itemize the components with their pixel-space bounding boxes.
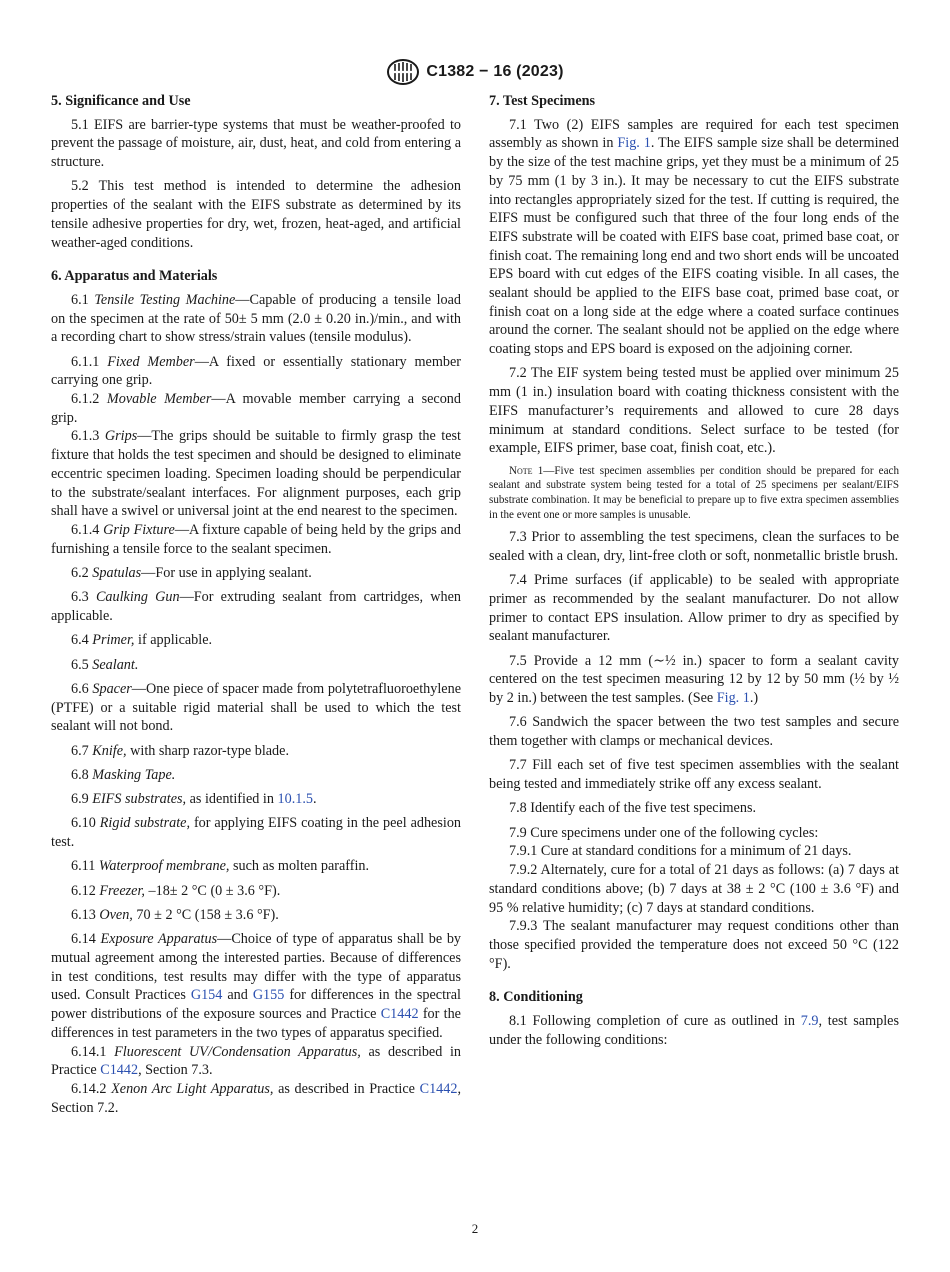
section-5-heading: 5. Significance and Use: [51, 93, 191, 109]
para-6-8: 6.8 Masking Tape.: [71, 766, 176, 783]
para-7-9: 7.9 Cure specimens under one of the following cycles:: [509, 824, 819, 841]
section-6-heading: 6. Apparatus and Materials: [51, 268, 218, 285]
section-7-heading: 7. Test Specimens: [489, 93, 596, 109]
para-6-2: 6.2 Spatulas—For use in applying sealant.: [71, 564, 312, 581]
para-6-14-1: 6.14.1 Fluorescent UV/Condensation Apparatus, as described in Practice C1442, Section 7.3.: [51, 1043, 462, 1079]
para-8-1: 8.1 Following completion of cure as outlined in 7.9, test samples under the following conditions:: [489, 1013, 899, 1048]
para-7-1: 7.1 Two (2) EIFS samples are required for each test specimen assembly as shown in Fig. 1. The EIFS sample size shall be determined by the size of the test machine grips, yet they must be a minimum of 25 by 75 mm (1 by 3 in.). It may be necessary to cut the EIFS substrate into rectangles appropriately sized for the test. If cutting is required, the EIFS must be configured such that three of the four long ends of the EIFS substrate will be coated with EIFS base coat, primed base coat, or finish coat. The remaining long end and two short ends will be uncoated EPS board with cut edges of the EIFS coating visible. In all cases, the sealant should be applied to the EIFS base coat, primed base coat, or finish coat on a long side at the edge where a coated surface continues around the corner. The sealant should not be applied on the edge where coating stops and EPS board is exposed on the adjoining corner.: [489, 116, 899, 358]
para-6-9: 6.9 EIFS substrates, as identified in 10.1.5.: [71, 791, 317, 808]
link-fig-1[interactable]: Fig. 1: [617, 135, 651, 152]
para-6-5: 6.5 Sealant.: [71, 656, 139, 673]
para-6-3: 6.3 Caulking Gun—For extruding sealant from cartridges, when applicable.: [51, 589, 462, 624]
para-7-2: 7.2 The EIF system being tested must be applied over minimum 25 mm (1 in.) insulation board with coating thickness consistent with the EIFS manufacturer’s requirements and allowed to cure 28 days minimum at standard conditions. Select surface to be tested (for example, EIFS primer, base coat, finish coat, etc.).: [489, 365, 899, 457]
para-6-4: 6.4 Primer, if applicable.: [71, 632, 213, 649]
para-7-8: 7.8 Identify each of the five test specimens.: [509, 800, 757, 817]
para-7-5: 7.5 Provide a 12 mm (∼½ in.) spacer to form a sealant cavity centered on the test specimen measuring 12 by 12 by 50 mm (½ by ½ by 2 in.) between the test samples. (See Fig. 1.): [489, 652, 899, 707]
para-6-13: 6.13 Oven, 70 ± 2 °C (158 ± 3.6 °F).: [71, 907, 279, 924]
para-6-1-2: 6.1.2 Movable Member—A movable member carrying a second grip.: [51, 391, 461, 426]
link-7-9[interactable]: 7.9: [800, 1013, 819, 1030]
para-6-12: 6.12 Freezer, –18± 2 °C (0 ± 3.6 °F).: [71, 882, 281, 899]
link-10-1-5[interactable]: 10.1.5: [277, 791, 313, 808]
para-6-6: 6.6 Spacer—One piece of spacer made from polytetrafluoroethylene (PTFE) or a suitable rigid material shall be used to which the test sealant will not bond.: [51, 680, 461, 735]
para-6-14: 6.14 Exposure Apparatus—Choice of type of apparatus shall be by mutual agreement among the interested parties. Because of differences in test conditions, test results may differ with the type of apparatus used. Consult Practices G154 and G155 for differences in the spectral power distributions of the exposure sources and Practice C1442 for the differences in test parameters in the two types of apparatus specified.: [51, 931, 462, 1041]
para-6-1-3: 6.1.3 Grips—The grips should be suitable to firmly grasp the test fixture that holds the test specimen and should be designed to eliminate eccentric specimen loading. Specimen loading should be perpendicular to the substrate/sealant interfaces. For alignment purposes, each grip shall have a swivel or universal joint at the end nearest to the specimen.: [51, 428, 461, 520]
section-8-heading: 8. Conditioning: [489, 989, 583, 1006]
para-6-1-1: 6.1.1 Fixed Member—A fixed or essentially stationary member carrying one grip.: [51, 353, 462, 389]
page-number: 2: [471, 1221, 479, 1236]
para-6-11: 6.11 Waterproof membrane, such as molten paraffin.: [71, 858, 370, 875]
link-fig-1[interactable]: Fig. 1: [716, 690, 750, 707]
link-c1442[interactable]: C1442: [100, 1062, 139, 1079]
link-g155[interactable]: G155: [252, 987, 285, 1004]
para-7-9-3: 7.9.3 The sealant manufacturer may request conditions other than those specified provided the temperature does not exceed 50 °C (122 °F).: [489, 918, 899, 972]
para-5-2: 5.2 This test method is intended to determine the adhesion properties of the sealant with the EIFS substrate as determined by its tensile adhesive properties for dry, wet, frozen, heat-aged, and artificial weather-aged conditions.: [51, 178, 461, 251]
para-6-1: 6.1 Tensile Testing Machine—Capable of producing a tensile load on the specimen at the rate of 50± 5 mm (2.0 ± 0.20 in.)/min., and with a recording chart to show stress/strain values (tensile modulus).: [51, 291, 461, 346]
page-header: [0, 58, 950, 86]
astm-logo-icon: [386, 58, 420, 86]
para-6-7: 6.7 Knife, with sharp razor-type blade.: [71, 742, 289, 759]
para-7-9-1: 7.9.1 Cure at standard conditions for a minimum of 21 days.: [509, 843, 852, 860]
para-6-1-4: 6.1.4 Grip Fixture—A fixture capable of being held by the grips and furnishing a tensile force to the sealant specimen.: [51, 521, 461, 557]
note-1: Note 1—Five test specimen assemblies per condition should be prepared for each sealant and substrate system being tested for a total of 25 specimens per sealant/EIFS substrate combination. It may be beneficial to prepare up to five extra specimen assemblies in the event one or more samples is unusable.: [489, 464, 899, 521]
right-column: [489, 92, 899, 1055]
para-5-1: 5.1 EIFS are barrier-type systems that must be weather-proofed to prevent the passage of moisture, air, dust, heat, and cold from entering a structure.: [51, 116, 461, 171]
link-g154[interactable]: G154: [190, 987, 223, 1004]
link-c1442[interactable]: C1442: [419, 1080, 458, 1097]
para-6-14-2: 6.14.2 Xenon Arc Light Apparatus, as described in Practice C1442, Section 7.2.: [51, 1080, 461, 1116]
para-7-7: 7.7 Fill each set of five test specimen assemblies with the sealant being tested and immediately strike off any excess sealant.: [489, 757, 899, 793]
document-designation: C1382 − 16 (2023): [426, 63, 564, 80]
para-6-10: 6.10 Rigid substrate, for applying EIFS coating in the peel adhesion test.: [51, 815, 462, 851]
para-7-6: 7.6 Sandwich the spacer between the two test samples and secure them together with clamps or mechanical devices.: [489, 714, 899, 750]
left-column: [51, 92, 461, 1117]
para-7-3: 7.3 Prior to assembling the test specimens, clean the surfaces to be sealed with a clean, dry, lint-free cloth or soft, nonmetallic bristle brush.: [489, 529, 899, 565]
link-c1442[interactable]: C1442: [380, 1006, 419, 1023]
para-7-4: 7.4 Prime surfaces (if applicable) to be sealed with appropriate primer as recommended by the sealant manufacturer. Do not allow primer to contact EPS insulation. Allow primer to dry as specified by sealant manufacturer.: [489, 572, 899, 645]
para-7-9-2: 7.9.2 Alternately, cure for a total of 21 days as follows: (a) 7 days at standard conditions above; (b) 7 days at 38 ± 2 °C (100 ± 3.6 °F) and 95 % relative humidity; (c) 7 days at standard conditions.: [489, 862, 899, 916]
